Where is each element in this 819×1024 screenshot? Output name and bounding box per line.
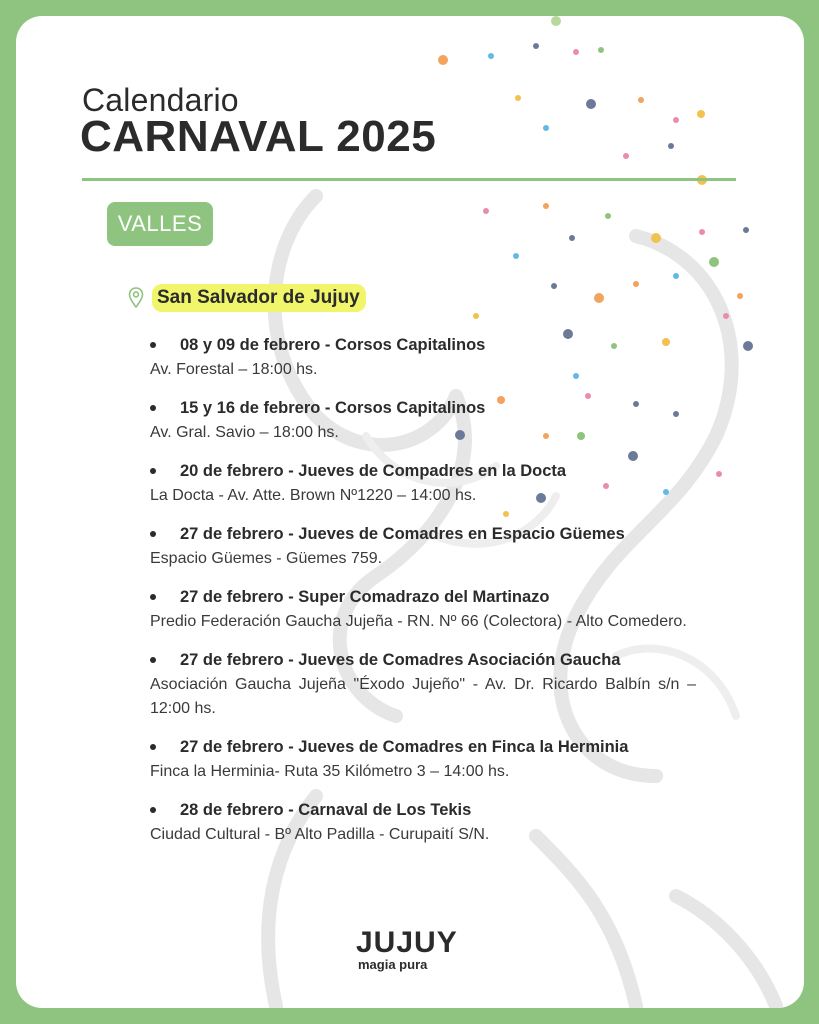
list-item — [150, 649, 696, 721]
event-detail: La Docta - Av. Atte. Brown Nº1220 – 14:00 hs. — [150, 487, 477, 504]
list-item — [150, 523, 696, 571]
event-title: 27 de febrero - Super Comadrazo del Martinazo — [150, 586, 696, 608]
list-item — [150, 460, 696, 508]
event-detail: Predio Federación Gaucha Jujeña - RN. Nº 66 (Colectora) - Alto Comedero. — [150, 613, 687, 630]
event-title: 28 de febrero - Carnaval de Los Tekis — [150, 799, 696, 821]
event-title: 27 de febrero - Jueves de Comadres en Finca la Herminia — [150, 736, 696, 758]
title-large: CARNAVAL 2025 — [80, 112, 437, 161]
title-small: Calendario — [82, 82, 239, 118]
event-title: 08 y 09 de febrero - Corsos Capitalinos — [150, 334, 696, 356]
event-title: 27 de febrero - Jueves de Comadres Asociación Gaucha — [150, 649, 696, 671]
region-badge: VALLES — [107, 202, 213, 246]
list-item — [150, 586, 696, 634]
map-pin-icon — [128, 287, 144, 309]
brand-logo — [356, 928, 458, 972]
location-name: San Salvador de Jujuy — [152, 284, 366, 312]
list-item — [150, 397, 696, 445]
title-divider — [82, 178, 736, 181]
logo-tagline: magia pura — [358, 957, 428, 972]
list-item — [150, 334, 696, 382]
event-list — [150, 334, 696, 862]
event-title: 15 y 16 de febrero - Corsos Capitalinos — [150, 397, 696, 419]
event-title: 20 de febrero - Jueves de Compadres en la Docta — [150, 460, 696, 482]
event-detail: Finca la Herminia- Ruta 35 Kilómetro 3 – 14:00 hs. — [150, 763, 510, 780]
list-item — [150, 799, 696, 847]
event-detail: Av. Forestal – 18:00 hs. — [150, 361, 318, 378]
event-detail: Asociación Gaucha Jujeña "Éxodo Jujeño" - Av. Dr. Ricardo Balbín s/n – 12:00 hs. — [150, 676, 696, 717]
event-detail: Av. Gral. Savio – 18:00 hs. — [150, 424, 339, 441]
list-item — [150, 736, 696, 784]
location-heading — [128, 284, 366, 312]
poster-card — [16, 16, 804, 1008]
event-title: 27 de febrero - Jueves de Comadres en Espacio Güemes — [150, 523, 696, 545]
event-detail: Espacio Güemes - Güemes 759. — [150, 550, 383, 567]
event-detail: Ciudad Cultural - Bº Alto Padilla - Curupaití S/N. — [150, 826, 490, 843]
logo-wordmark: JUJUY — [356, 926, 458, 959]
